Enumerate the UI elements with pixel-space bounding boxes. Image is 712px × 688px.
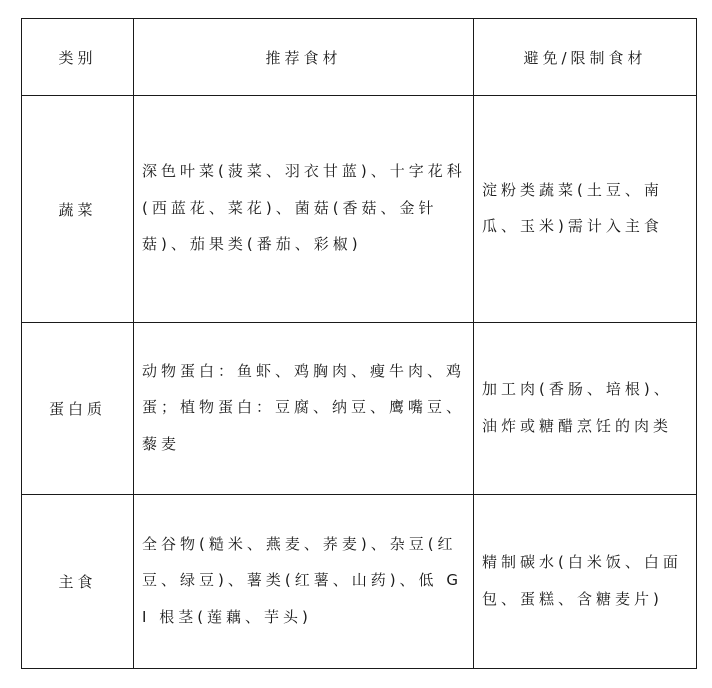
- category-cell: 蛋白质: [22, 323, 134, 495]
- table-row: [22, 495, 697, 669]
- header-avoid: 避免/限制食材: [474, 19, 697, 96]
- header-recommended: 推荐食材: [134, 19, 474, 96]
- category-cell: 主食: [22, 495, 134, 669]
- food-table: [21, 18, 697, 669]
- header-category: 类别: [22, 19, 134, 96]
- avoid-cell: [474, 323, 697, 495]
- recommended-text: 深色叶菜(菠菜、羽衣甘蓝)、十字花科(西蓝花、菜花)、菌菇(香菇、金针菇)、茄果类(番茄、彩椒): [142, 162, 466, 254]
- avoid-text: 淀粉类蔬菜(土豆、南瓜、玉米)需计入主食: [482, 180, 663, 235]
- header-row: [22, 19, 697, 96]
- avoid-text: 加工肉(香肠、培根)、油炸或糖醋烹饪的肉类: [482, 380, 673, 435]
- avoid-cell: [474, 96, 697, 323]
- recommended-cell: [134, 96, 474, 323]
- table-row: [22, 323, 697, 495]
- recommended-cell: [134, 323, 474, 495]
- table-row: [22, 96, 697, 323]
- avoid-text: 精制碳水(白米饭、白面包、蛋糕、含糖麦片): [482, 553, 682, 608]
- recommended-cell: [134, 495, 474, 669]
- avoid-cell: [474, 495, 697, 669]
- recommended-text: 全谷物(糙米、燕麦、荞麦)、杂豆(红豆、绿豆)、薯类(红薯、山药)、低 GI 根茎(莲藕、芋头): [142, 534, 462, 626]
- recommended-text: 动物蛋白：鱼虾、鸡胸肉、瘦牛肉、鸡蛋；植物蛋白：豆腐、纳豆、鹰嘴豆、藜麦: [142, 361, 466, 453]
- category-cell: 蔬菜: [22, 96, 134, 323]
